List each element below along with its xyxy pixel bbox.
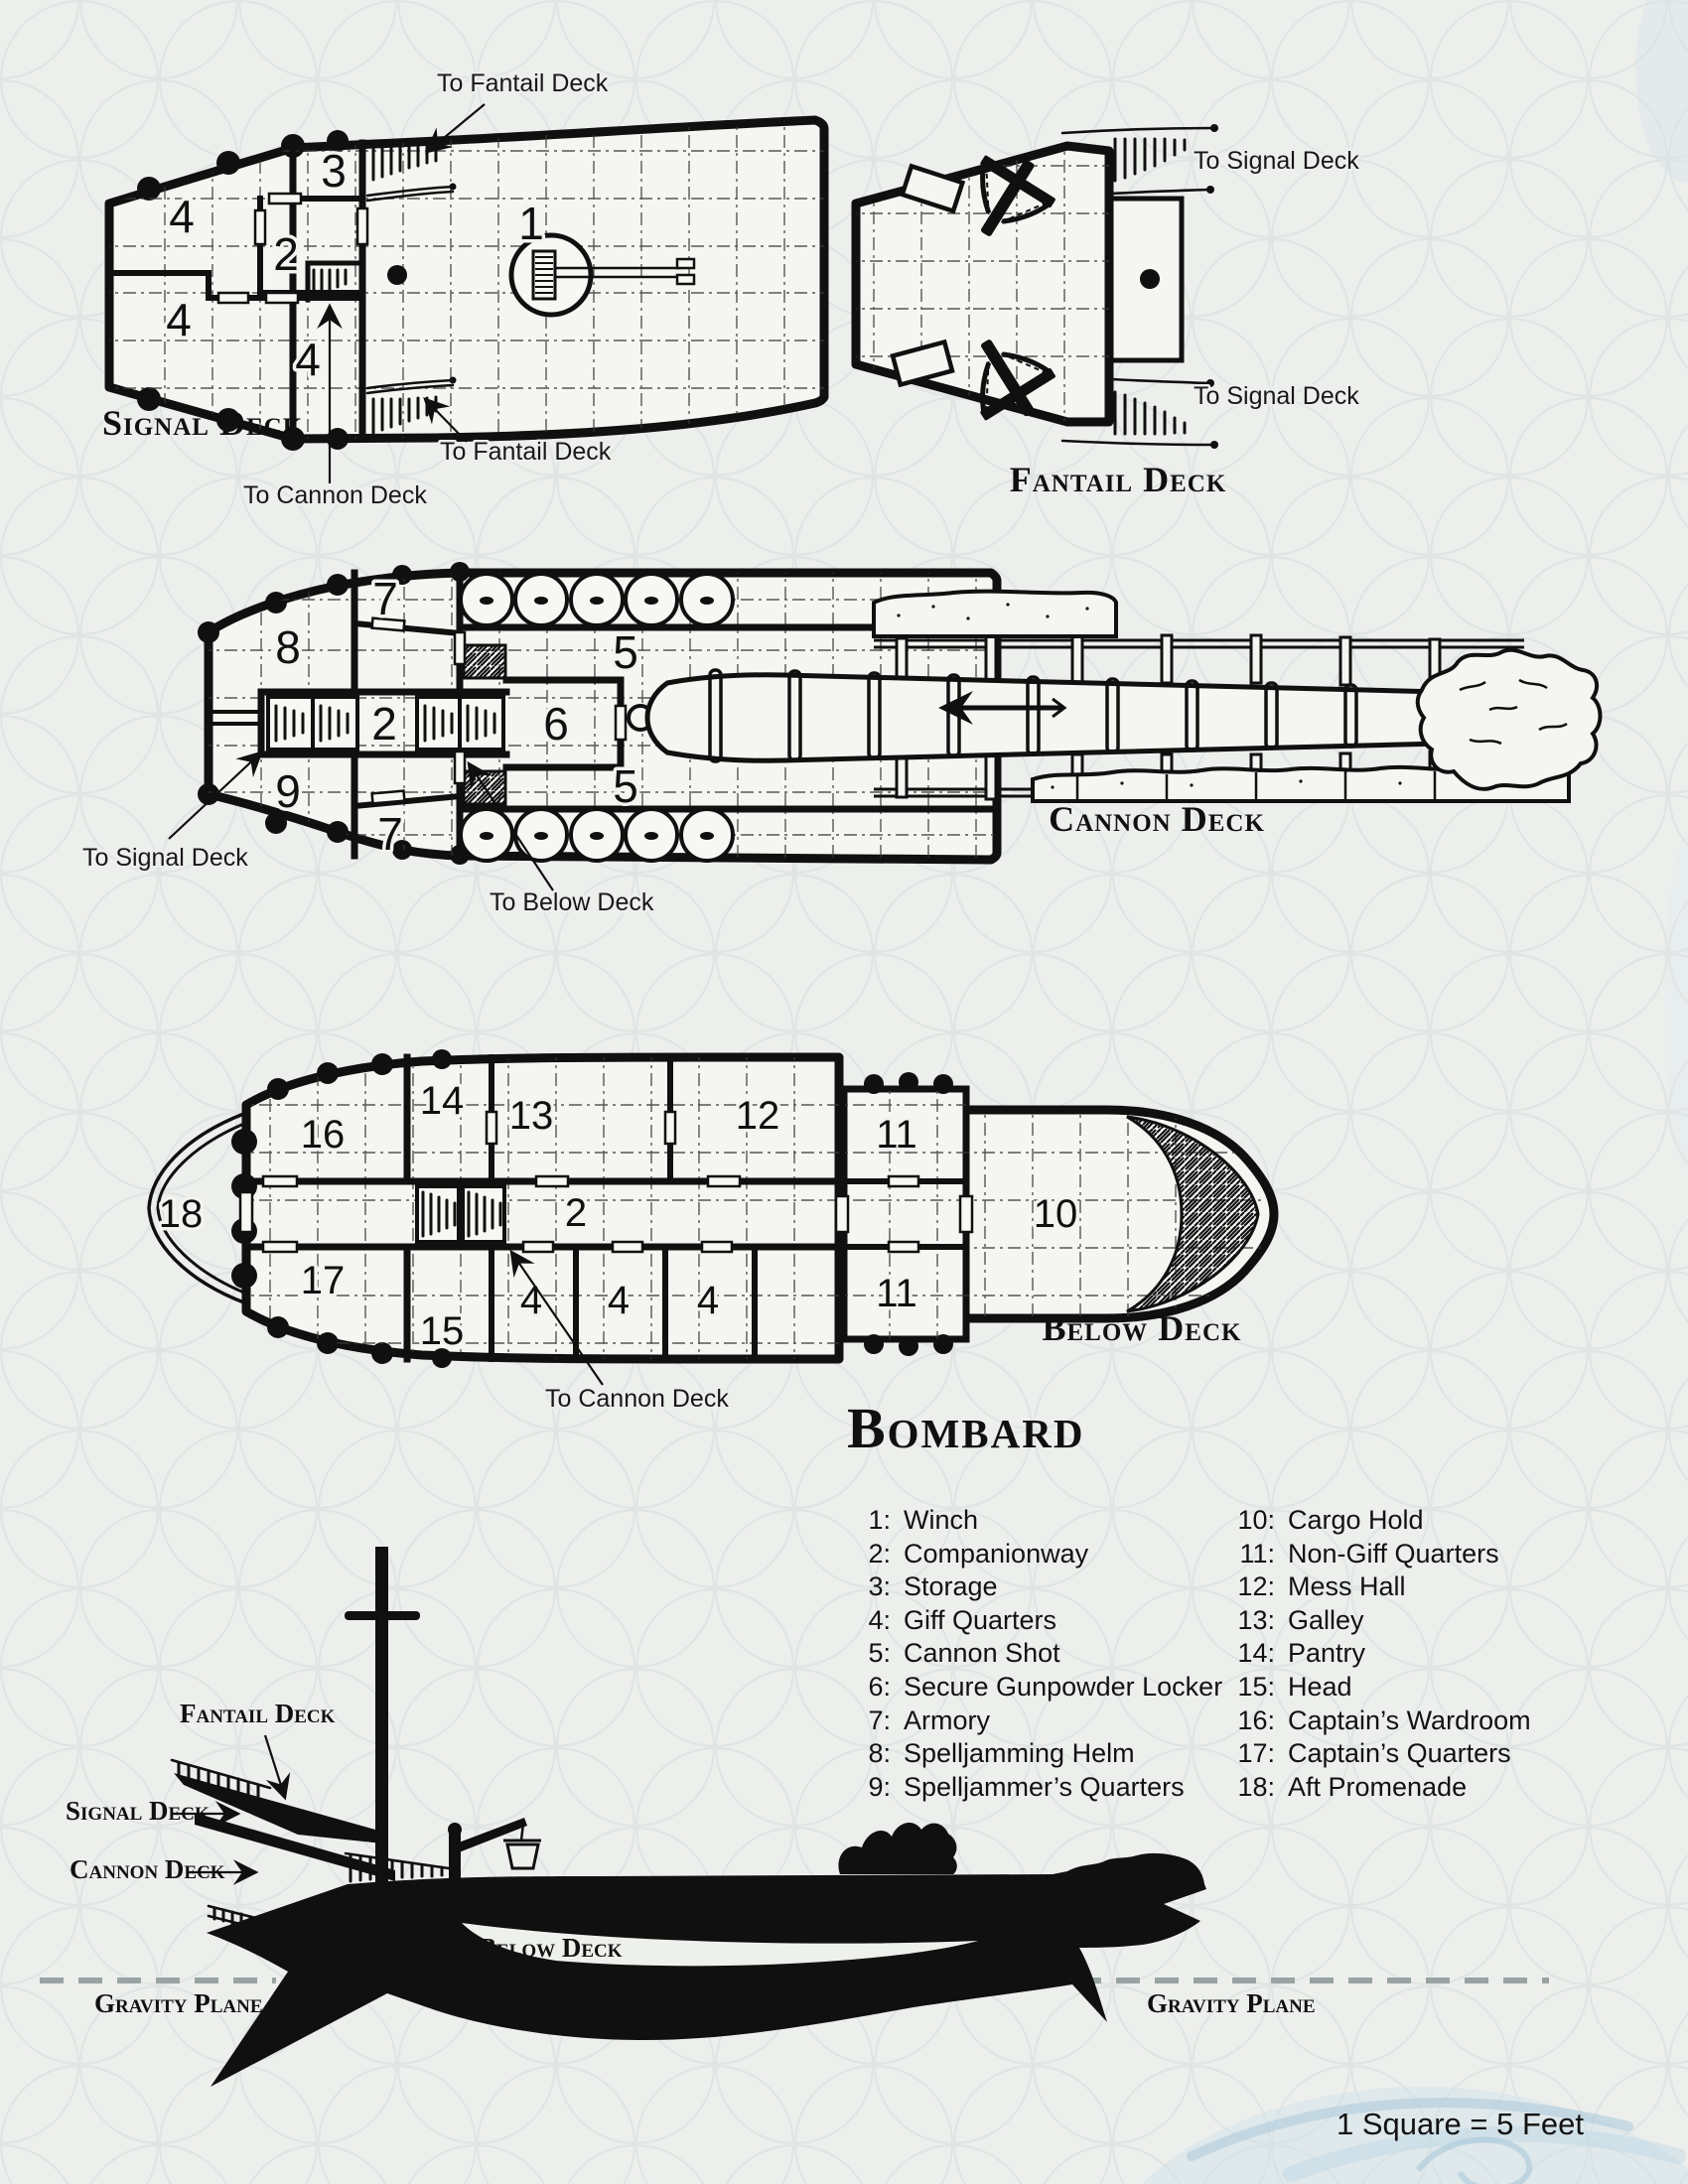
cannon-stairs-right — [417, 697, 503, 750]
door-icon — [240, 1192, 252, 1232]
legend-number: 16: — [1237, 1705, 1275, 1735]
legend-label: Companionway — [904, 1538, 1089, 1569]
mast-socket-icon — [387, 265, 407, 285]
label-fantail-deck: Fantail Deck — [180, 1699, 336, 1728]
legend-number: 1: — [868, 1505, 891, 1535]
room-number: 10 — [1033, 1192, 1078, 1236]
room-number: 8 — [275, 621, 301, 673]
note-to-fantail-deck-bottom: To Fantail Deck — [440, 438, 612, 466]
door-icon — [702, 1242, 732, 1252]
room-number: 14 — [419, 1079, 465, 1123]
door-icon — [960, 1196, 972, 1232]
legend-number: 8: — [868, 1738, 891, 1769]
signal-deck-title: Signal Deck — [102, 403, 304, 443]
room-number: 1 — [518, 198, 544, 249]
legend-label: Spelljamming Helm — [904, 1738, 1135, 1769]
door-icon — [523, 1242, 553, 1252]
room-number: 6 — [543, 698, 569, 750]
door-icon — [263, 1176, 297, 1186]
label-gravity-plane-right: Gravity Plane — [1147, 1988, 1316, 2018]
room-number: 5 — [613, 760, 638, 812]
below-deck-map — [114, 1018, 1450, 1444]
door-icon — [255, 210, 265, 244]
legend-number: 6: — [868, 1671, 891, 1702]
below-stairs-to-cannon — [417, 1186, 504, 1242]
legend-number: 7: — [868, 1705, 891, 1735]
signal-hull — [109, 120, 824, 439]
legend-number: 18: — [1237, 1771, 1275, 1802]
room-number: 13 — [508, 1094, 554, 1138]
note-to-cannon-deck: To Cannon Deck — [545, 1385, 729, 1413]
deckhouse-block — [523, 1877, 576, 1926]
door-icon — [665, 1112, 675, 1144]
legend-label: Armory — [904, 1705, 990, 1735]
cannonballs-bottom — [461, 809, 733, 861]
room-number: 18 — [158, 1192, 204, 1236]
legend-label: Captain’s Quarters — [1288, 1738, 1511, 1769]
main-deck-railing — [346, 1853, 449, 1881]
door-icon — [263, 1242, 297, 1252]
door-icon — [708, 1176, 740, 1186]
door-icon — [613, 1242, 642, 1252]
legend-number: 11: — [1239, 1538, 1275, 1569]
legend-number: 15: — [1237, 1671, 1275, 1702]
fantail-deck-map — [814, 55, 1470, 526]
room-number: 4 — [166, 294, 192, 345]
door-icon — [487, 1112, 496, 1144]
room-number: 4 — [519, 1279, 543, 1322]
legend-label: Mess Hall — [1288, 1571, 1406, 1602]
door-icon — [372, 791, 405, 804]
legend-label: Captain’s Wardroom — [1288, 1705, 1531, 1735]
room-number: 7 — [377, 808, 403, 860]
legend-label: Cannon Shot — [904, 1638, 1060, 1669]
door-icon — [455, 751, 465, 783]
room-number: 2 — [273, 228, 299, 280]
muzzle-blast — [1418, 650, 1601, 789]
crane-with-scale — [448, 1818, 541, 1878]
legend-number: 4: — [868, 1604, 891, 1635]
door-icon — [536, 1176, 568, 1186]
room-number: 4 — [696, 1279, 720, 1322]
hull-silhouette — [207, 1853, 1206, 2087]
legend-label: Cargo Hold — [1288, 1505, 1424, 1535]
map-scale-note: 1 Square = 5 Feet — [1336, 2107, 1584, 2141]
room-number: 9 — [275, 765, 301, 817]
legend-label: Galley — [1288, 1604, 1364, 1635]
legend-number: 9: — [868, 1771, 891, 1802]
legend-number: 5: — [868, 1638, 891, 1669]
door-icon — [836, 1196, 848, 1232]
room-number: 15 — [419, 1309, 465, 1353]
ship-side-view — [40, 1524, 1589, 2159]
label-gravity-plane-left: Gravity Plane — [94, 1988, 263, 2018]
room-number: 2 — [371, 698, 397, 750]
door-icon — [889, 1176, 918, 1186]
below-deck-title: Below Deck — [1042, 1308, 1242, 1348]
legend-label: Pantry — [1288, 1638, 1366, 1669]
note-to-signal-deck: To Signal Deck — [82, 844, 248, 872]
room-number: 11 — [876, 1113, 917, 1157]
door-icon — [269, 194, 301, 204]
label-below-deck: Below Deck — [479, 1933, 623, 1963]
door-icon — [266, 293, 298, 303]
door-icon — [616, 706, 626, 740]
room-number: 5 — [613, 626, 638, 678]
door-icon — [889, 1242, 918, 1252]
room-number: 16 — [300, 1113, 346, 1157]
note-to-below-deck: To Below Deck — [490, 888, 654, 916]
ship-name-title: Bombard — [847, 1396, 1085, 1460]
room-number: 4 — [295, 334, 321, 385]
legend-label: Head — [1288, 1671, 1352, 1702]
room-number: 7 — [372, 573, 398, 624]
serpent-ornament — [838, 1823, 956, 1874]
legend-number: 2: — [868, 1538, 891, 1569]
legend-number: 17: — [1237, 1738, 1275, 1769]
fantail-deck-title: Fantail Deck — [1009, 460, 1227, 499]
room-number: 12 — [735, 1094, 780, 1138]
legend-label: Secure Gunpowder Locker — [904, 1671, 1223, 1702]
legend-number: 14: — [1237, 1638, 1275, 1669]
powder-bale — [874, 592, 1116, 636]
door-icon — [455, 632, 465, 664]
room-number: 11 — [876, 1272, 917, 1315]
mast-socket-icon — [1140, 269, 1160, 289]
note-to-fantail-deck-top: To Fantail Deck — [437, 69, 609, 97]
signal-deck-map — [87, 50, 852, 521]
legend-label: Storage — [904, 1571, 998, 1602]
door-icon — [357, 208, 367, 244]
label-signal-deck: Signal Deck — [66, 1796, 210, 1826]
door-icon — [218, 293, 248, 303]
cannon-deck-title: Cannon Deck — [1049, 799, 1265, 839]
label-cannon-deck: Cannon Deck — [70, 1854, 225, 1884]
room-number: 3 — [321, 145, 347, 197]
room-number: 4 — [607, 1279, 631, 1322]
legend-number: 13: — [1237, 1604, 1275, 1635]
legend-number: 3: — [868, 1571, 891, 1602]
room-number: 17 — [300, 1259, 346, 1302]
crosshatch-nook — [464, 645, 505, 678]
legend-label: Giff Quarters — [904, 1604, 1057, 1635]
cannon-deck-map — [60, 541, 1628, 958]
legend-number: 12: — [1237, 1571, 1275, 1602]
cannon-stairs-left — [268, 697, 357, 750]
legend-label: Aft Promenade — [1288, 1771, 1468, 1802]
room-number: 2 — [564, 1191, 588, 1235]
legend-label: Non-Giff Quarters — [1288, 1538, 1499, 1569]
room-number: 4 — [169, 191, 195, 242]
note-to-cannon-deck: To Cannon Deck — [243, 481, 427, 509]
note-to-signal-deck-top: To Signal Deck — [1194, 147, 1359, 175]
legend-label: Winch — [904, 1505, 979, 1535]
cannonballs-top — [461, 574, 733, 625]
legend-number: 10: — [1237, 1505, 1275, 1535]
note-to-signal-deck-bottom: To Signal Deck — [1194, 382, 1359, 410]
legend-label: Spelljammer’s Quarters — [904, 1771, 1185, 1802]
